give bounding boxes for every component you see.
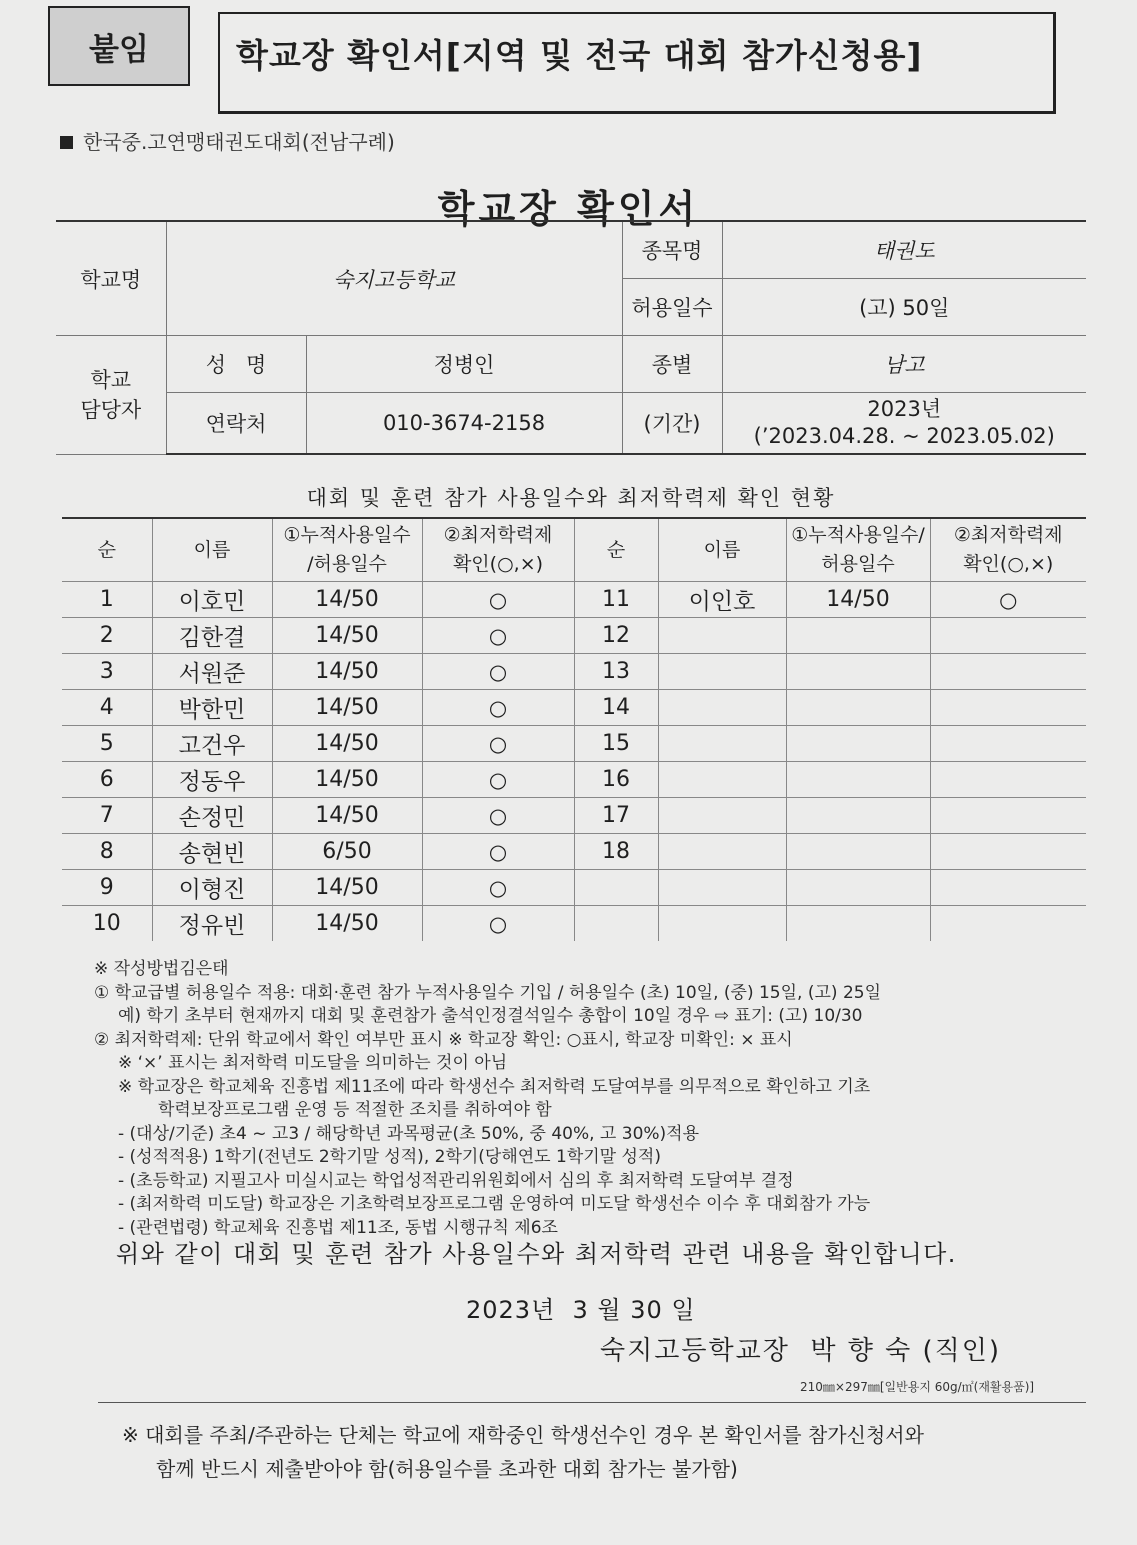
athlete-name: 이형진 <box>152 870 272 906</box>
row-number: 18 <box>574 834 658 870</box>
used-days: 14/50 <box>786 582 930 618</box>
min-academic-check: ○ <box>422 726 574 762</box>
athlete-name: 정유빈 <box>152 906 272 942</box>
header-no: 순 <box>62 518 152 582</box>
min-academic-check: ○ <box>422 618 574 654</box>
athlete-name: 송현빈 <box>152 834 272 870</box>
writing-instructions <box>94 958 1094 1240</box>
athlete-name: 정동우 <box>152 762 272 798</box>
category-label: 종별 <box>622 336 722 393</box>
event-name <box>60 126 395 155</box>
athlete-name <box>658 798 786 834</box>
athlete-name <box>658 618 786 654</box>
row-number: 11 <box>574 582 658 618</box>
used-days <box>786 906 930 942</box>
used-days: 14/50 <box>272 690 422 726</box>
confirmation-statement: 위와 같이 대회 및 훈련 참가 사용일수와 최저학력 관련 내용을 확인합니다. <box>116 1240 957 1268</box>
min-academic-check <box>930 798 1086 834</box>
row-number: 1 <box>62 582 152 618</box>
principal-signature: 숙지고등학교장 박 향 숙 (직인) <box>600 1336 1002 1366</box>
min-academic-check <box>930 762 1086 798</box>
header-check-line2: 확인(○,×) <box>452 553 544 575</box>
athlete-name: 이인호 <box>658 582 786 618</box>
table-row <box>62 654 1086 690</box>
table-row <box>62 726 1086 762</box>
used-days <box>786 690 930 726</box>
used-days: 14/50 <box>272 654 422 690</box>
allowed-days-label: 허용일수 <box>622 279 722 336</box>
row-number: 3 <box>62 654 152 690</box>
row-number: 6 <box>62 762 152 798</box>
header-days-right <box>786 518 930 582</box>
note-line: 예) 학기 초부터 현재까지 대회 및 훈련참가 출석인정결석일수 총합이 10일 경우 ⇨ 표기: (고) 10/30 <box>118 1006 863 1026</box>
row-number: 13 <box>574 654 658 690</box>
min-academic-check: ○ <box>930 582 1086 618</box>
form-header-title: 학교장 확인서[지역 및 전국 대회 참가신청용] <box>218 12 1056 114</box>
min-academic-check: ○ <box>422 798 574 834</box>
manager-label: 학교 담당자 <box>56 336 166 455</box>
row-number: 15 <box>574 726 658 762</box>
min-academic-check <box>930 726 1086 762</box>
athlete-name: 서원준 <box>152 654 272 690</box>
min-academic-check: ○ <box>422 762 574 798</box>
row-number <box>574 906 658 942</box>
row-number: 8 <box>62 834 152 870</box>
row-number: 7 <box>62 798 152 834</box>
athlete-name <box>658 690 786 726</box>
table-row <box>62 582 1086 618</box>
sport-label: 종목명 <box>622 221 722 279</box>
min-academic-check <box>930 870 1086 906</box>
used-days <box>786 618 930 654</box>
min-academic-check <box>930 906 1086 942</box>
roster-header-row <box>62 518 1086 582</box>
header-check-right-line1: ②최저학력제 <box>953 524 1063 546</box>
status-section-title: 대회 및 훈련 참가 사용일수와 최저학력제 확인 현황 <box>306 486 836 510</box>
document-title: 학교장 확인서 <box>437 187 700 231</box>
category-value: 남고 <box>722 336 1086 393</box>
athlete-name <box>658 906 786 942</box>
header-days-line2: /허용일수 <box>307 553 387 575</box>
note-line: - (최저학력 미도달) 학교장은 기초학력보장프로그램 운영하여 미도달 학생선수 이수 후 대회참가 가능 <box>118 1194 871 1214</box>
row-number: 2 <box>62 618 152 654</box>
min-academic-check <box>930 618 1086 654</box>
row-number: 12 <box>574 618 658 654</box>
manager-name-label: 성 명 <box>166 336 306 393</box>
contact-label: 연락처 <box>166 393 306 455</box>
row-number: 4 <box>62 690 152 726</box>
athlete-name <box>658 870 786 906</box>
athlete-name: 고건우 <box>152 726 272 762</box>
min-academic-check: ○ <box>422 834 574 870</box>
row-number: 16 <box>574 762 658 798</box>
note-line: - (초등학교) 지필고사 미실시교는 학업성적관리위원회에서 심의 후 최저학력 도달여부 결정 <box>118 1170 794 1191</box>
row-number: 17 <box>574 798 658 834</box>
table-row <box>62 906 1086 942</box>
athlete-roster-table <box>62 517 1086 941</box>
used-days <box>786 726 930 762</box>
table-row <box>62 870 1086 906</box>
note-line: 학력보장프로그램 운영 등 적절한 조치를 취하여야 함 <box>158 1100 552 1120</box>
athlete-name: 김한결 <box>152 618 272 654</box>
min-academic-check <box>930 834 1086 870</box>
divider <box>98 1402 1086 1403</box>
allowed-days-value: (고) 50일 <box>722 279 1086 336</box>
min-academic-check: ○ <box>422 870 574 906</box>
school-name-value: 숙지고등학교 <box>166 221 622 336</box>
header-no-right: 순 <box>574 518 658 582</box>
school-name-label: 학교명 <box>56 221 166 336</box>
used-days <box>786 870 930 906</box>
square-bullet-icon <box>60 136 73 149</box>
used-days <box>786 762 930 798</box>
period-value <box>722 393 1086 455</box>
note-line: - (관련법령) 학교체육 진흥법 제11조, 동법 시행규칙 제6조 <box>118 1217 558 1238</box>
table-row <box>62 798 1086 834</box>
school-info-table <box>56 220 1086 455</box>
attachment-label: 붙임 <box>48 6 190 86</box>
period-year: 2023년 <box>867 397 942 421</box>
header-check-line1: ②최저학력제 <box>443 524 553 546</box>
header-days-line1: ①누적사용일수 <box>283 524 411 546</box>
used-days: 14/50 <box>272 726 422 762</box>
athlete-name <box>658 834 786 870</box>
min-academic-check: ○ <box>422 582 574 618</box>
submission-notice <box>122 1418 924 1486</box>
paper-spec: 210㎜×297㎜[일반용지 60g/㎡(재활용품)] <box>800 1380 1035 1394</box>
athlete-name: 이호민 <box>152 582 272 618</box>
manager-name-value: 정병인 <box>306 336 622 393</box>
period-label: (기간) <box>622 393 722 455</box>
row-number: 9 <box>62 870 152 906</box>
athlete-name: 손정민 <box>152 798 272 834</box>
min-academic-check <box>930 654 1086 690</box>
header-check-right-line2: 확인(○,×) <box>963 553 1054 575</box>
used-days <box>786 798 930 834</box>
min-academic-check: ○ <box>422 654 574 690</box>
used-days <box>786 654 930 690</box>
table-row <box>62 690 1086 726</box>
athlete-name <box>658 762 786 798</box>
contact-value: 010-3674-2158 <box>306 393 622 455</box>
row-number <box>574 870 658 906</box>
header-check-right <box>930 518 1086 582</box>
note-line: ※ 작성방법김은태 <box>94 959 229 979</box>
header-name-right: 이름 <box>658 518 786 582</box>
header-days <box>272 518 422 582</box>
notice-line: 함께 반드시 제출받아야 함(허용일수를 초과한 대회 참가는 불가함) <box>156 1457 738 1481</box>
used-days: 6/50 <box>272 834 422 870</box>
note-line: - (대상/기준) 초4 ~ 고3 / 해당학년 과목평균(초 50%, 중 40%, 고 30%)적용 <box>118 1123 700 1144</box>
note-line: ② 최저학력제: 단위 학교에서 확인 여부만 표시 ※ 학교장 확인: ○표시, 학교장 미확인: × 표시 <box>94 1029 793 1050</box>
note-line: - (성적적용) 1학기(전년도 2학기말 성적), 2학기(당해연도 1학기말 성적) <box>118 1147 661 1167</box>
used-days: 14/50 <box>272 798 422 834</box>
used-days <box>786 834 930 870</box>
used-days: 14/50 <box>272 870 422 906</box>
min-academic-check <box>930 690 1086 726</box>
header-check <box>422 518 574 582</box>
note-line: ※ ‘×’ 표시는 최저학력 미도달을 의미하는 것이 아님 <box>118 1053 508 1073</box>
header-days-right-line2: 허용일수 <box>821 553 895 575</box>
min-academic-check: ○ <box>422 690 574 726</box>
table-row <box>62 618 1086 654</box>
athlete-name <box>658 654 786 690</box>
header-name: 이름 <box>152 518 272 582</box>
used-days: 14/50 <box>272 762 422 798</box>
used-days: 14/50 <box>272 582 422 618</box>
note-line: ※ 학교장은 학교체육 진흥법 제11조에 따라 학생선수 최저학력 도달여부를 의무적으로 확인하고 기초 <box>118 1076 871 1097</box>
row-number: 14 <box>574 690 658 726</box>
table-row <box>62 834 1086 870</box>
header-days-right-line1: ①누적사용일수/ <box>791 524 925 546</box>
athlete-name <box>658 726 786 762</box>
row-number: 10 <box>62 906 152 942</box>
min-academic-check: ○ <box>422 906 574 942</box>
notice-line: ※ 대회를 주최/주관하는 단체는 학교에 재학중인 학생선수인 경우 본 확인서를 참가신청서와 <box>122 1423 924 1447</box>
issue-date: 2023년 3 월 30 일 <box>466 1296 696 1324</box>
note-line: ① 학교급별 허용일수 적용: 대회·훈련 참가 누적사용일수 기입 / 허용일수 (초) 10일, (중) 15일, (고) 25일 <box>94 982 882 1003</box>
row-number: 5 <box>62 726 152 762</box>
used-days: 14/50 <box>272 906 422 942</box>
table-row <box>62 762 1086 798</box>
period-range: (’2023.04.28. ~ 2023.05.02) <box>753 424 1055 448</box>
athlete-name: 박한민 <box>152 690 272 726</box>
sport-value: 태권도 <box>722 221 1086 279</box>
event-text: 한국중.고연맹태권도대회(전남구례) <box>83 130 395 154</box>
used-days: 14/50 <box>272 618 422 654</box>
